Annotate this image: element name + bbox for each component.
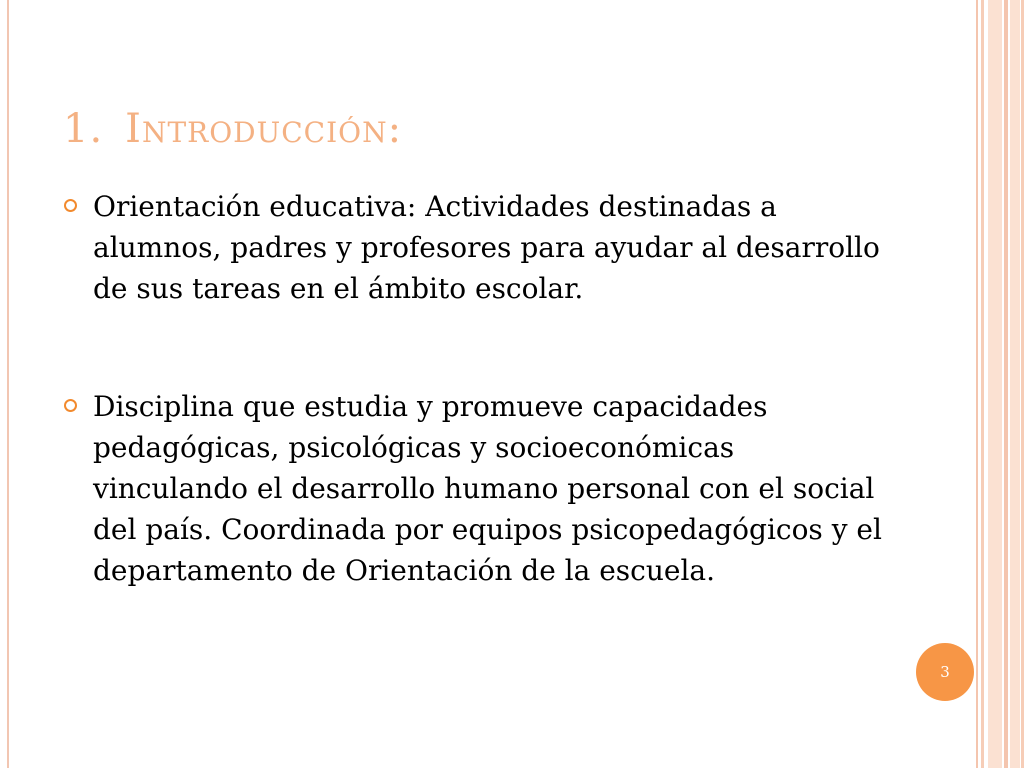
stripe xyxy=(1010,0,1020,768)
slide-title xyxy=(63,106,402,152)
page-number: 3 xyxy=(940,663,950,681)
circle-bullet-icon xyxy=(64,399,77,412)
page-number-badge xyxy=(916,643,974,701)
title-number: 1. xyxy=(63,106,104,152)
stripe xyxy=(988,0,1002,768)
left-border-line xyxy=(7,0,9,768)
stripe xyxy=(1004,0,1008,768)
bullet-text: Orientación educativa: Actividades destinadas a alumnos, padres y profesores para ayudar al desarrollo de sus tareas en el ámbito escolar. xyxy=(93,190,880,305)
right-decorative-stripes xyxy=(976,0,1024,768)
circle-bullet-icon xyxy=(64,199,77,212)
bullet-list xyxy=(63,186,883,591)
bullet-item xyxy=(63,386,883,591)
bullet-text: Disciplina que estudia y promueve capacidades pedagógicas, psicológicas y socioeconómicas vinculando el desarrollo humano personal con el social del país. Coordinada por equipos psicopedagógicos y el departamento de Orientación de la escuela. xyxy=(93,390,882,587)
stripe xyxy=(976,0,978,768)
stripe xyxy=(981,0,984,768)
title-text: Introducción: xyxy=(125,106,403,152)
bullet-item xyxy=(63,186,883,309)
